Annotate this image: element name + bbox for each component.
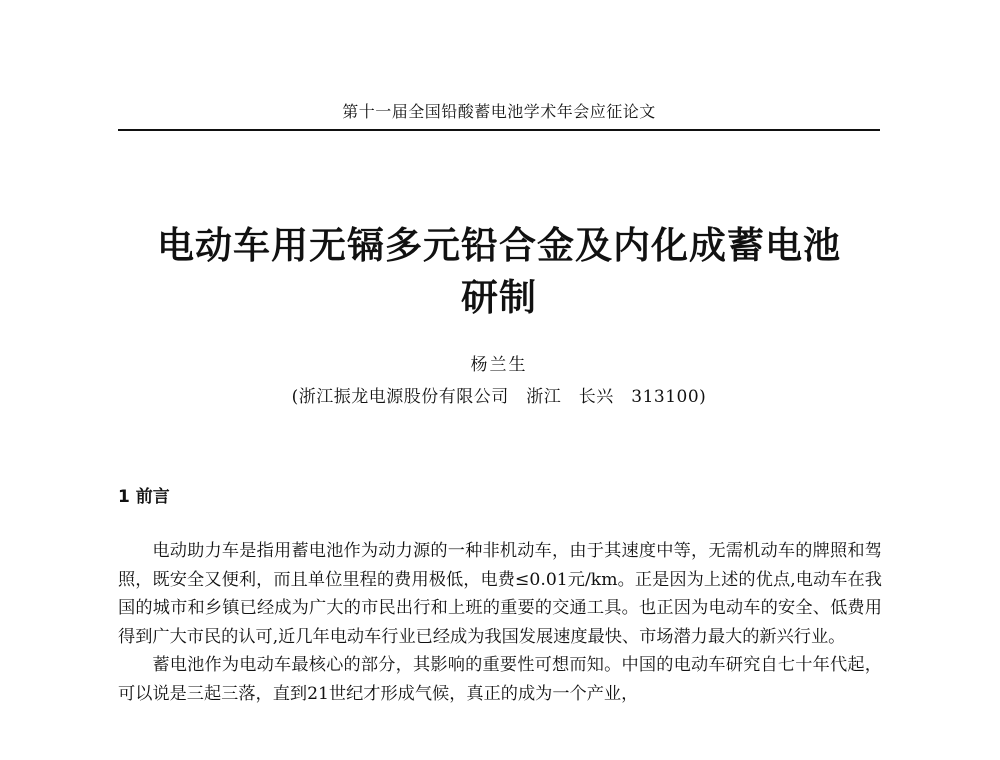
header-rule — [118, 129, 880, 131]
paper-title-line-2: 研制 — [461, 276, 537, 319]
author-affiliation: (浙江振龙电源股份有限公司 浙江 长兴 313100) — [291, 387, 707, 407]
author-name: 杨兰生 — [470, 355, 528, 375]
body-paragraph: 电动助力车是指用蓄电池作为动力源的一种非机动车，由于其速度中等，无需机动车的牌照和驾照，既安全又便利，而且单位里程的费用极低，电费≤0.01元/km。正是因为上述的优点,电动车在我国的城市和乡镇已经成为广大的市民出行和上班的重要的交通工具。也正因为电动车的安全、低费用得到广大市民的认可,近几年电动车行业已经成为我国发展速度最快、市场潜力最大的新兴行业。 — [118, 541, 882, 647]
section-heading-introduction: 1 前言 — [118, 487, 170, 507]
body-paragraph: 蓄电池作为电动车最核心的部分，其影响的重要性可想而知。中国的电动车研究自七十年代起，可以说是三起三落，直到21世纪才形成气候，真正的成为一个产业， — [118, 655, 882, 704]
introduction-body — [118, 537, 882, 709]
header-rule-tick — [118, 129, 126, 131]
paper-title — [118, 220, 880, 324]
running-header: 第十一届全国铅酸蓄电池学术年会应征论文 — [342, 102, 656, 121]
paper-title-line-1: 电动车用无镉多元铅合金及内化成蓄电池 — [157, 224, 841, 267]
